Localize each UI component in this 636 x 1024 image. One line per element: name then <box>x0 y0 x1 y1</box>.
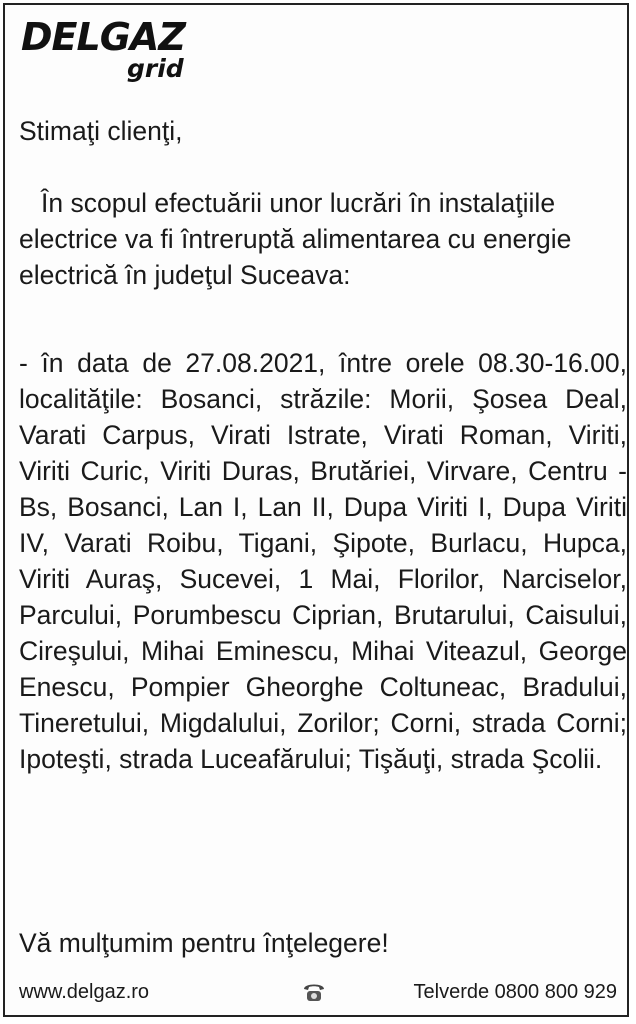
greeting: Stimaţi clienţi, <box>19 116 183 146</box>
footer <box>17 977 617 1007</box>
logo-brand: DELGAZ <box>21 15 185 59</box>
intro-paragraph: În scopul efectuării unor lucrări în instalaţiile electrice va fi întreruptă alimentarea cu energie electrică în judeţul Suceava: <box>19 188 572 290</box>
notice-frame <box>3 3 629 1017</box>
website-link[interactable]: www.delgaz.ro <box>19 981 150 1003</box>
outage-details: - în data de 27.08.2021, între orele 08.30-16.00, localităţile: Bosanci, străzile: Morii, Şosea Deal, Varati Carpus, Virati Istrate, Virati Roman, Viriti, Viriti Curic, Viriti Duras, Brutăriei, Virvare, Centru - Bs, Bosanci, Lan I, Lan II, Dupa Viriti I, Dupa Viriti IV, Varati Roibu, Tigani, Şipote, Burlacu, Hupca, Viriti Auraş, Sucevei, 1 Mai, Florilor, Narciselor, Parcului, Porumbescu Ciprian, Brutarului, Caisului, Cireşului, Mihai Eminescu, Mihai Viteazul, George Enescu, Pompier Gheorghe Coltuneac, Bradului, Tineretului, Migdalului, Zorilor; Corni, strada Corni; Ipoteşti, strada Luceafărului; Tişăuţi, strada Şcolii. <box>19 348 627 774</box>
telephone-icon <box>301 980 327 1004</box>
delgaz-logo <box>21 15 185 83</box>
closing-line: Vă mulţumim pentru înţelegere! <box>19 928 389 958</box>
hotline-number[interactable]: Telverde 0800 800 929 <box>413 981 617 1003</box>
logo-subtitle: grid <box>127 54 184 83</box>
